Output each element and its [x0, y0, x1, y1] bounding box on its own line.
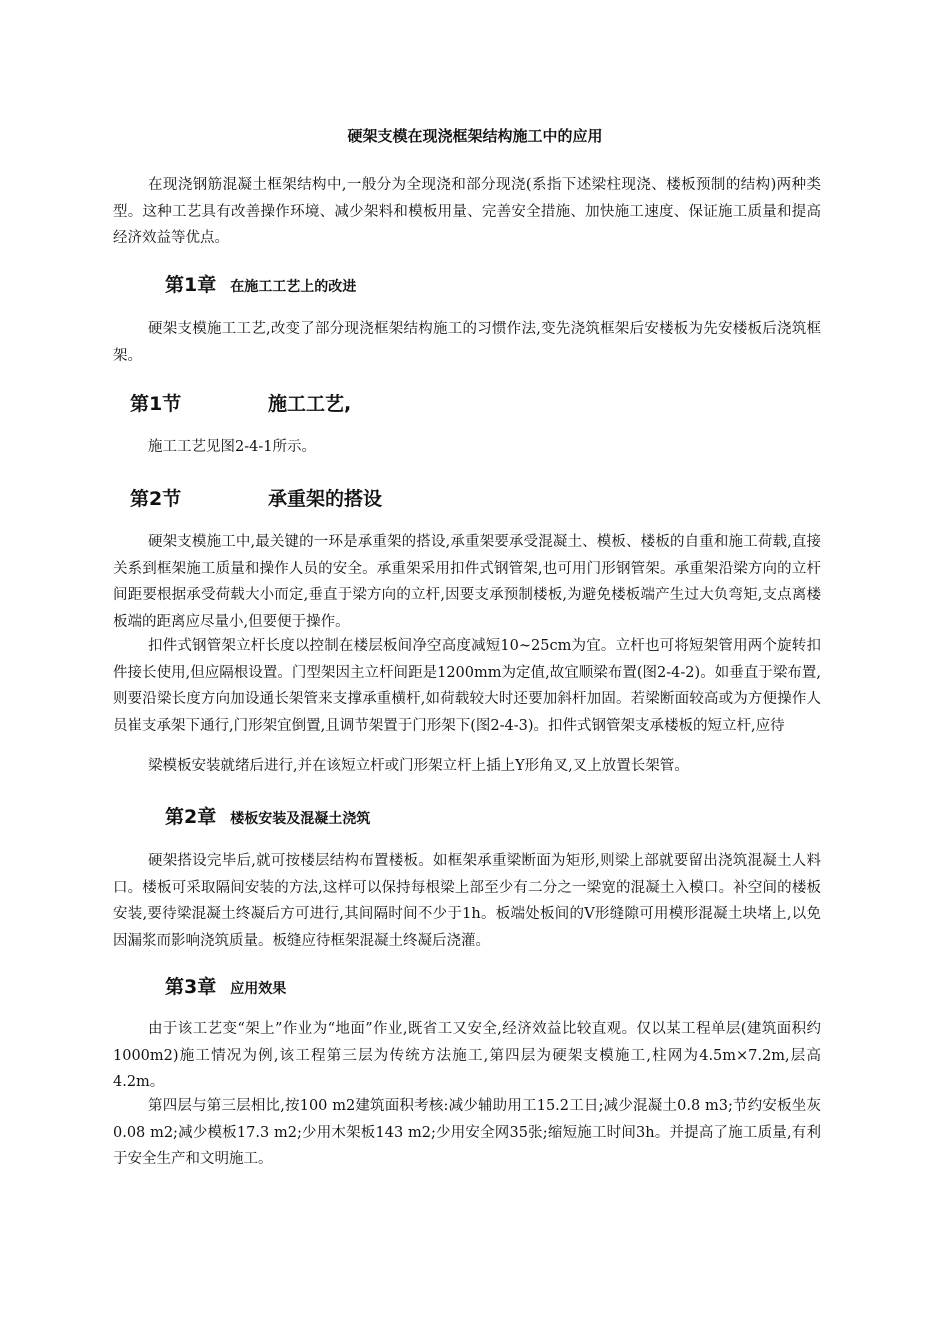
intro-paragraph: 在现浇钢筋混凝土框架结构中,一般分为全现浇和部分现浇(系指下述梁柱现浇、楼板预制的结构)两种类型。这种工艺具有改善操作环境、减少架料和模板用量、完善安全措施、加快施工速度、保证施工质量和提高经济效益等优点。: [113, 177, 821, 246]
section-title: 承重架的搭设: [268, 488, 383, 510]
chapter-number: 第3章: [165, 976, 217, 998]
section-2-heading: [130, 484, 382, 511]
section-1-heading: [130, 389, 351, 416]
chapter-title: 在施工工艺上的改进: [230, 279, 357, 295]
section-number: 第1节: [130, 393, 182, 415]
section-2-paragraph-2: 扣件式钢管架立杆长度以控制在楼层板间净空高度减短10~25cm为宜。立杆也可将短架管用两个旋转扣件接长使用,但应隔根设置。门型架因主立杆间距是1200mm为定值,故宜顺梁布置(图2-4-2)。如垂直于梁布置,则要沿梁长度方向加设通长架管来支撑承重横杆,如荷载较大时还要加斜杆加固。若梁断面较高或为方便操作人员崔支承架下通行,门形架宜倒置,且调节架置于门形架下(图2-4-3)。扣件式钢管架支承楼板的短立杆,应待: [113, 638, 821, 734]
section-title: 施工工艺,: [268, 393, 352, 415]
chapter-3-paragraph-1: 由于该工艺变“架上”作业为“地面”作业,既省工又安全,经济效益比较直观。仅以某工程单层(建筑面积约1000m2)施工情况为例,该工程第三层为传统方法施工,第四层为硬架支模施工,柱网为4.5m×7.2m,层高4.2m。: [113, 1021, 821, 1090]
section-1-paragraph: 施工工艺见图2-4-1所示。: [148, 439, 316, 455]
chapter-3-paragraph-2: 第四层与第三层相比,按100 m2建筑面积考核:减少辅助用工15.2工日;减少混凝土0.8 m3;节约安板坐灰0.08 m2;减少模板17.3 m2;少用木架板143 m2;少用安全网35张;缩短施工时间3h。并提高了施工质量,有利于安全生产和文明施工。: [113, 1098, 821, 1167]
chapter-1-paragraph: 硬架支模施工工艺,改变了部分现浇框架结构施工的习惯作法,变先浇筑框架后安楼板为先安楼板后浇筑框架。: [113, 321, 821, 364]
chapter-title: 楼板安装及混凝土浇筑: [230, 811, 371, 827]
chapter-number: 第2章: [165, 806, 217, 828]
section-2-paragraph-1: 硬架支模施工中,最关键的一环是承重架的搭设,承重架要承受混凝土、模板、楼板的自重和施工荷载,直接关系到框架施工质量和操作人员的安全。承重架采用扣件式钢管架,也可用门形钢管架。承重架沿梁方向的立杆间距要根据承受荷载大小而定,垂直于梁方向的立杆,因要支承预制楼板,为避免楼板端产生过大负弯矩,支点离楼板端的距离应尽量小,但要便于操作。: [113, 534, 821, 630]
chapter-1-heading: [165, 268, 356, 297]
section-2-paragraph-3: 梁模板安装就绪后进行,并在该短立杆或门形架立杆上插上Y形角叉,叉上放置长架管。: [148, 758, 689, 774]
chapter-number: 第1章: [165, 274, 217, 296]
chapter-2-paragraph: 硬架搭设完毕后,就可按楼层结构布置楼板。如框架承重梁断面为矩形,则梁上部就要留出浇筑混凝土人料口。楼板可采取隔间安装的方法,这样可以保持每根梁上部至少有二分之一梁宽的混凝土入模口。补空间的楼板安装,要待梁混凝土终凝后方可进行,其间隔时间不少于1h。板端处板间的V形缝隙可用模形混凝土块堵上,以免因漏浆而影响浇筑质量。板缝应待框架混凝土终凝后浇灌。: [113, 853, 821, 949]
section-number: 第2节: [130, 488, 182, 510]
chapter-3-heading: [165, 970, 286, 999]
chapter-title: 应用效果: [230, 981, 287, 997]
chapter-2-heading: [165, 800, 370, 829]
document-title: 硬架支模在现浇框架结构施工中的应用: [347, 127, 603, 145]
